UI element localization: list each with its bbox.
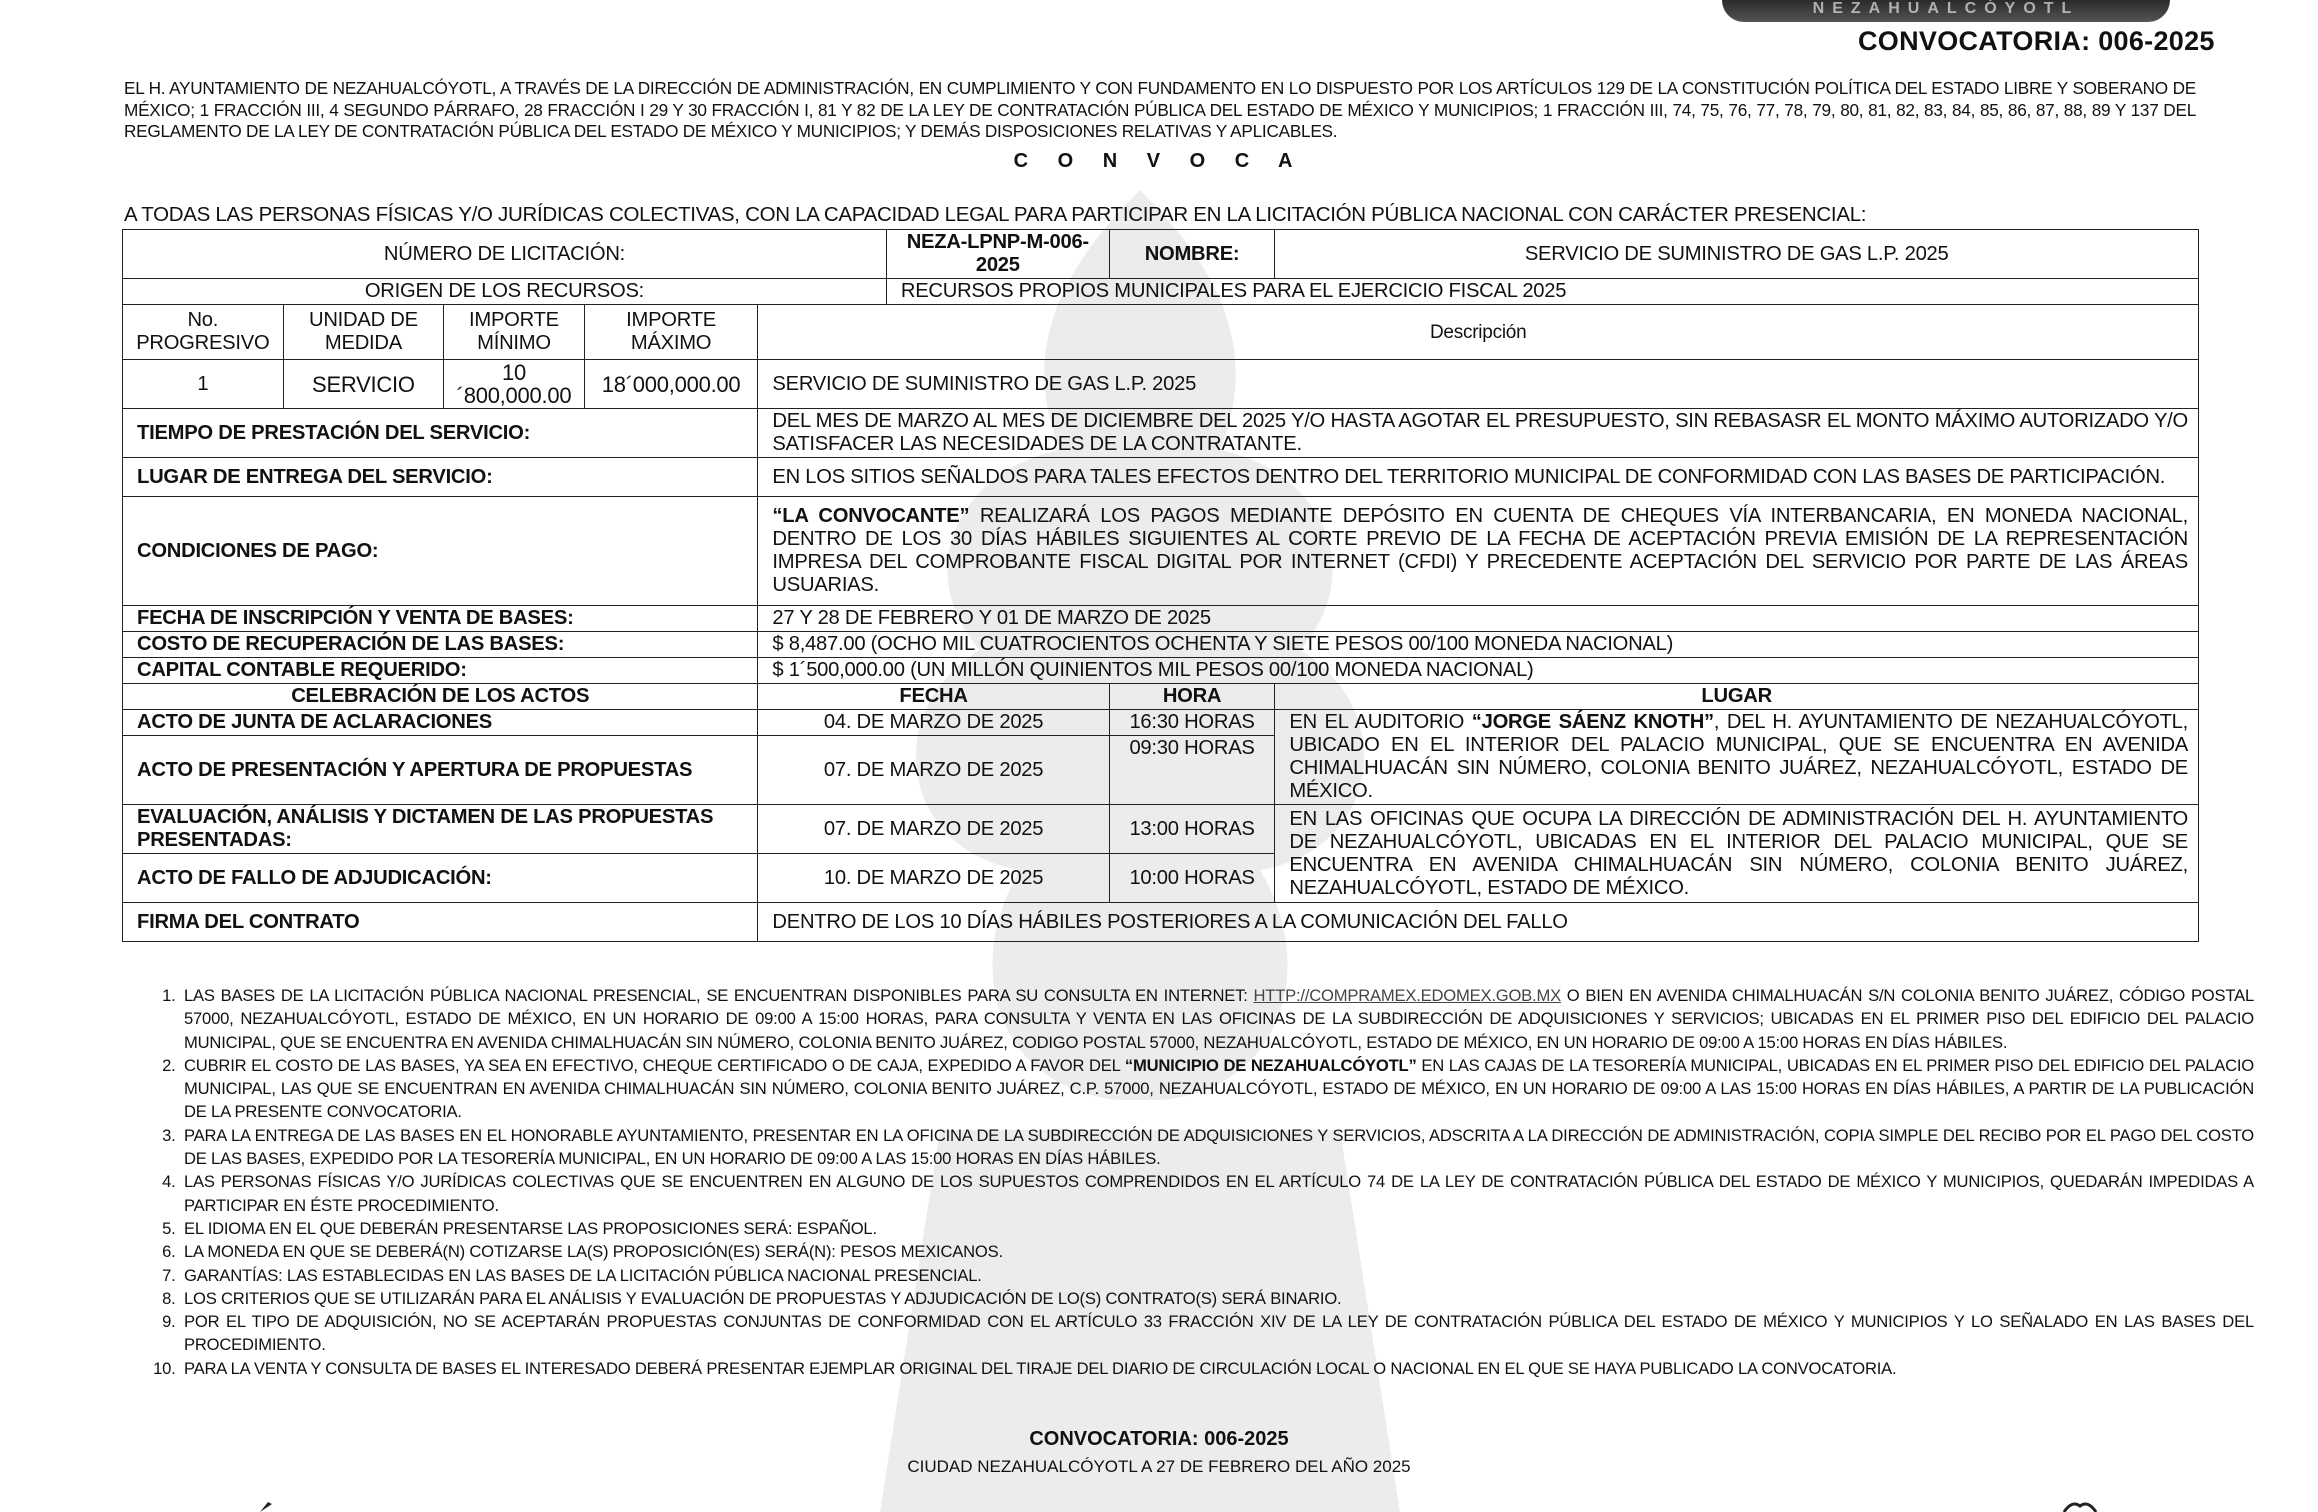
fecha-header: FECHA xyxy=(758,684,1109,710)
list-item xyxy=(180,984,2254,1054)
actos-header: CELEBRACIÓN DE LOS ACTOS xyxy=(123,684,758,710)
pago-text: REALIZARÁ LOS PAGOS MEDIANTE DEPÓSITO EN CUENTA DE CHEQUES VÍA INTERBANCARIA, EN MONEDA NACIONAL, DENTRO DE LOS 30 DÍAS HÁBILES SIGUIENTES AL CORTE PREVIO DE LA FECHA DE ACEPTACIÓN PREVIA EMISIÓN DE LA REPRESENTACIÓN IMPRESA DEL COMPROBANTE FISCAL DIGITAL POR INTERNET (CFDI) Y PRECEDENTE ACEPTACIÓN DEL SERVICIO POR PARTE DE LAS ÁREAS USUARIAS. xyxy=(772,505,2188,596)
footer-city-date: CIUDAD NEZAHUALCÓYOTL A 27 DE FEBRERO DEL AÑO 2025 xyxy=(907,1457,1411,1476)
table-row xyxy=(123,805,2199,854)
col-header-desc: Descripción xyxy=(758,305,2199,360)
firma-value: DENTRO DE LOS 10 DÍAS HÁBILES POSTERIORES A LA COMUNICACIÓN DEL FALLO xyxy=(758,903,2199,942)
row-min: 10´800,000.00 xyxy=(444,360,585,409)
list-item: 7. GARANTÍAS: LAS ESTABLECIDAS EN LAS BASES DE LA LICITACIÓN PÚBLICA NACIONAL PRESENCIAL. xyxy=(180,1264,2254,1287)
acto-presentacion-hora: 09:30 HORAS xyxy=(1109,736,1275,805)
pago-bold: “LA CONVOCANTE” xyxy=(772,505,970,527)
col-header-no: No. PROGRESIVO xyxy=(123,305,284,360)
table-row xyxy=(123,279,2199,305)
acto-evaluacion-fecha: 07. DE MARZO DE 2025 xyxy=(758,805,1109,854)
notes-list xyxy=(124,984,2254,1380)
origen-label: ORIGEN DE LOS RECURSOS: xyxy=(123,279,887,305)
tiempo-value: DEL MES DE MARZO AL MES DE DICIEMBRE DEL 2025 Y/O HASTA AGOTAR EL PRESUPUESTO, SIN REBASASR EL MONTO MÁXIMO AUTORIZADO Y/O SATISFACER LAS NECESIDADES DE LA CONTRATANTE. xyxy=(758,409,2199,458)
acto-fallo-hora: 10:00 HORAS xyxy=(1109,854,1275,903)
table-row xyxy=(123,305,2199,360)
col-header-max: IMPORTE MÁXIMO xyxy=(584,305,758,360)
costo-label: COSTO DE RECUPERACIÓN DE LAS BASES: xyxy=(123,632,758,658)
list-item: 5. EL IDIOMA EN EL QUE DEBERÁN PRESENTARSE LAS PROPOSICIONES SERÁ: ESPAÑOL. xyxy=(180,1217,2254,1240)
lugar-auditorio-post: , DEL H. AYUNTAMIENTO DE NEZAHUALCÓYOTL, UBICADO EN EL INTERIOR DEL PALACIO MUNICIPAL, QUE SE ENCUENTRA EN AVENIDA CHIMALHUACÁN SIN NÚMERO, COLONIA BENITO JUÁREZ, NEZAHUALCÓYOTL, ESTADO DE MÉXICO. xyxy=(1289,711,2188,802)
lugar-auditorio-name: “JORGE SÁENZ KNOTH” xyxy=(1471,711,1714,733)
note-1-text: LAS BASES DE LA LICITACIÓN PÚBLICA NACIONAL PRESENCIAL, SE ENCUENTRAN DISPONIBLES PARA SU CONSULTA EN INTERNET: xyxy=(184,986,1254,1005)
row-desc: SERVICIO DE SUMINISTRO DE GAS L.P. 2025 xyxy=(758,360,2199,409)
note-2-text: CUBRIR EL COSTO DE LAS BASES, YA SEA EN EFECTIVO, CHEQUE CERTIFICADO O DE CAJA, EXPEDIDO A FAVOR DEL xyxy=(184,1055,1125,1075)
table-row xyxy=(123,632,2199,658)
list-item: 4. LAS PERSONAS FÍSICAS Y/O JURÍDICAS COLECTIVAS QUE SE ENCUENTREN EN ALGUNO DE LOS SUPUESTOS COMPRENDIDOS EN EL ARTÍCULO 74 DE LA LEY DE CONTRATACIÓN PÚBLICA DEL ESTADO DE MÉXICO Y MUNICIPIOS, QUEDARÁN IMPEDIDAS A PARTICIPAR EN ÉSTE PROCEDIMIENTO. xyxy=(180,1170,2254,1217)
capital-value: $ 1´500,000.00 (UN MILLÓN QUINIENTOS MIL PESOS 00/100 MONEDA NACIONAL) xyxy=(758,658,2199,684)
table-row xyxy=(123,458,2199,497)
list-item: 6. LA MONEDA EN QUE SE DEBERÁ(N) COTIZARSE LA(S) PROPOSICIÓN(ES) SERÁ(N): PESOS MEXICANOS. xyxy=(180,1240,2254,1263)
tiempo-label: TIEMPO DE PRESTACIÓN DEL SERVICIO: xyxy=(123,409,758,458)
numero-label: NÚMERO DE LICITACIÓN: xyxy=(123,230,887,279)
col-header-min: IMPORTE MÍNIMO xyxy=(444,305,585,360)
acto-junta-hora: 16:30 HORAS xyxy=(1109,710,1275,736)
list-item: 3. PARA LA ENTREGA DE LAS BASES EN EL HONORABLE AYUNTAMIENTO, PRESENTAR EN LA OFICINA DE LA SUBDIRECCIÓN DE ADQUISICIONES Y SERVICIOS, ADSCRITA A LA DIRECCIÓN DE ADMINISTRACIÓN, COPIA SIMPLE DEL RECIBO POR EL PAGO DEL COSTO DE LAS BASES, EXPEDIDO POR LA TESORERÍA MUNICIPAL, EN UN HORARIO DE 09:00 A LAS 15:00 HORAS EN DÍAS HÁBILES. xyxy=(180,1124,2254,1171)
row-no: 1 xyxy=(123,360,284,409)
pago-label: CONDICIONES DE PAGO: xyxy=(123,497,758,606)
acto-presentacion: ACTO DE PRESENTACIÓN Y APERTURA DE PROPUESTAS xyxy=(123,736,758,805)
invitation-text: A TODAS LAS PERSONAS FÍSICAS Y/O JURÍDICAS COLECTIVAS, CON LA CAPACIDAD LEGAL PARA PARTICIPAR EN LA LICITACIÓN PÚBLICA NACIONAL CON CARÁCTER PRESENCIAL: xyxy=(124,203,1867,226)
table-row xyxy=(123,497,2199,606)
table-row xyxy=(123,903,2199,942)
acto-junta-fecha: 04. DE MARZO DE 2025 xyxy=(758,710,1109,736)
convocatoria-number: CONVOCATORIA: 006-2025 xyxy=(1858,26,2215,56)
lugar-entrega-value: EN LOS SITIOS SEÑALDOS PARA TALES EFECTOS DENTRO DEL TERRITORIO MUNICIPAL DE CONFORMIDAD CON LAS BASES DE PARTICIPACIÓN. xyxy=(758,458,2199,497)
decorative-mark-icon xyxy=(2062,1500,2098,1512)
list-item: 10. PARA LA VENTA Y CONSULTA DE BASES EL INTERESADO DEBERÁ PRESENTAR EJEMPLAR ORIGINAL DEL TIRAJE DEL DIARIO DE CIRCULACIÓN LOCAL O NACIONAL EN EL QUE SE HAYA PUBLICADO LA CONVOCATORIA. xyxy=(180,1357,2254,1380)
table-row xyxy=(123,409,2199,458)
table-row xyxy=(123,658,2199,684)
firma-label: FIRMA DEL CONTRATO xyxy=(123,903,758,942)
table-row xyxy=(123,606,2199,632)
acto-evaluacion-hora: 13:00 HORAS xyxy=(1109,805,1275,854)
list-item: 9. POR EL TIPO DE ADQUISICIÓN, NO SE ACEPTARÁN PROPUESTAS CONJUNTAS DE CONFORMIDAD CON EL ARTÍCULO 33 FRACCIÓN XIV DE LA LEY DE CONTRATACIÓN PÚBLICA DEL ESTADO DE MÉXICO Y MUNICIPIOS Y LO SEÑALADO EN LAS BASES DEL PROCEDIMIENTO. xyxy=(180,1310,2254,1357)
compramex-link[interactable]: HTTP://COMPRAMEX.EDOMEX.GOB.MX xyxy=(1253,986,1561,1005)
table-row xyxy=(123,710,2199,736)
inscripcion-value: 27 Y 28 DE FEBRERO Y 01 DE MARZO DE 2025 xyxy=(758,606,2199,632)
tender-table xyxy=(122,229,2199,942)
list-item xyxy=(180,1054,2254,1124)
acto-evaluacion: EVALUACIÓN, ANÁLISIS Y DICTAMEN DE LAS PROPUESTAS PRESENTADAS: xyxy=(123,805,758,854)
inscripcion-label: FECHA DE INSCRIPCIÓN Y VENTA DE BASES: xyxy=(123,606,758,632)
nombre-value: SERVICIO DE SUMINISTRO DE GAS L.P. 2025 xyxy=(1275,230,2199,279)
note-1-text-cont: O BIEN EN AVENIDA CHIMALHUACÁN S/N COLONIA BENITO JUÁREZ, CÓDIGO POSTAL 57000, NEZAHUALCÓYOTL, ESTADO DE MÉXICO, EN UN HORARIO DE 09:00 A 15:00 HORAS, PARA CONSULTA Y VENTA EN LAS OFICINAS DE LA SUBDIRECCIÓN DE ADQUISICIONES Y SERVICIOS; UBICADAS EN EL PRIMER PISO DEL EDIFICIO DEL PALACIO MUNICIPAL, QUE SE ENCUENTRA EN AVENIDA CHIMALHUACÁN SIN NÚMERO, COLONIA BENITO JUÁREZ, CODIGO POSTAL 57000, NEZAHUALCÓYOTL, ESTADO DE MÉXICO, EN UN HORARIO DE 09:00 A 15:00 HORAS EN DÍAS HÁBILES. xyxy=(184,986,2254,1052)
table-row xyxy=(123,230,2199,279)
lugar-auditorio xyxy=(1275,710,2199,805)
origen-value: RECURSOS PROPIOS MUNICIPALES PARA EL EJERCICIO FISCAL 2025 xyxy=(886,279,2198,305)
lugar-header: LUGAR xyxy=(1275,684,2199,710)
hora-header: HORA xyxy=(1109,684,1275,710)
table-row xyxy=(123,360,2199,409)
numero-value: NEZA-LPNP-M-006-2025 xyxy=(886,230,1109,279)
note-2-text-cont: EN LAS CAJAS DE LA TESORERÍA MUNICIPAL, UBICADAS EN EL PRIMER PISO DEL EDIFICIO DEL PALACIO MUNICIPAL, LAS QUE SE ENCUENTRAN EN AVENIDA CHIMALHUACÁN SIN NÚMERO, COLONIA BENITO JUÁREZ, C.P. 57000, NEZAHUALCÓYOTL, ESTADO DE MÉXICO, EN UN HORARIO DE 09:00 A LAS 15:00 HORAS EN DÍAS HÁBILES, A PARTIR DE LA PUBLICACIÓN DE LA PRESENTE CONVOCATORIA. xyxy=(184,1055,2254,1122)
list-item: 8. LOS CRITERIOS QUE SE UTILIZARÁN PARA EL ANÁLISIS Y EVALUACIÓN DE PROPUESTAS Y ADJUDICACIÓN DE LO(S) CONTRATO(S) SERÁ BINARIO. xyxy=(180,1287,2254,1310)
nombre-label: NOMBRE: xyxy=(1109,230,1275,279)
convoca-heading: C O N V O C A xyxy=(1013,150,1305,172)
acto-junta: ACTO DE JUNTA DE ACLARACIONES xyxy=(123,710,758,736)
lugar-entrega-label: LUGAR DE ENTREGA DEL SERVICIO: xyxy=(123,458,758,497)
capital-label: CAPITAL CONTABLE REQUERIDO: xyxy=(123,658,758,684)
note-2-bold: “MUNICIPIO DE NEZAHUALCÓYOTL” xyxy=(1124,1055,1417,1075)
preamble-text: EL H. AYUNTAMIENTO DE NEZAHUALCÓYOTL, A TRAVÉS DE LA DIRECCIÓN DE ADMINISTRACIÓN, EN CUMPLIMIENTO Y CON FUNDAMENTO EN LO DISPUESTO POR LOS ARTÍCULOS 129 DE LA CONSTITUCIÓN POLÍTICA DEL ESTADO LIBRE Y SOBERANO DE MÉXICO; 1 FRACCIÓN III, 4 SEGUNDO PÁRRAFO, 28 FRACCIÓN I 29 Y 30 FRACCIÓN I, 81 Y 82 DE LA LEY DE CONTRATACIÓN PÚBLICA DEL ESTADO DE MÉXICO Y MUNICIPIOS; 1 FRACCIÓN III, 74, 75, 76, 77, 78, 79, 80, 81, 82, 83, 84, 85, 86, 87, 88, 89 Y 137 DEL REGLAMENTO DE LA LEY DE CONTRATACIÓN PÚBLICA DEL ESTADO DE MÉXICO Y MUNICIPIOS; Y DEMÁS DISPOSICIONES RELATIVAS Y APLICABLES. xyxy=(124,78,2196,141)
pago-value xyxy=(758,497,2199,606)
lugar-auditorio-pre: EN EL AUDITORIO xyxy=(1289,711,1472,733)
table-row xyxy=(123,684,2199,710)
header-logo: NEZAHUALCÓYOTL xyxy=(1722,0,2170,22)
acto-fallo-fecha: 10. DE MARZO DE 2025 xyxy=(758,854,1109,903)
footer-convocatoria: CONVOCATORIA: 006-2025 xyxy=(1029,1428,1289,1450)
decorative-mark-icon xyxy=(258,1500,278,1512)
row-unidad: SERVICIO xyxy=(283,360,444,409)
lugar-oficinas: EN LAS OFICINAS QUE OCUPA LA DIRECCIÓN DE ADMINISTRACIÓN DEL H. AYUNTAMIENTO DE NEZAHUALCÓYOTL, UBICADAS EN EL INTERIOR DEL PALACIO MUNICIPAL, QUE SE ENCUENTRA EN AVENIDA CHIMALHUACÁN SIN NÚMERO, COLONIA BENITO JUÁREZ, NEZAHUALCÓYOTL, ESTADO DE MÉXICO. xyxy=(1275,805,2199,903)
costo-value: $ 8,487.00 (OCHO MIL CUATROCIENTOS OCHENTA Y SIETE PESOS 00/100 MONEDA NACIONAL) xyxy=(758,632,2199,658)
row-max: 18´000,000.00 xyxy=(584,360,758,409)
acto-presentacion-fecha: 07. DE MARZO DE 2025 xyxy=(758,736,1109,805)
acto-fallo: ACTO DE FALLO DE ADJUDICACIÓN: xyxy=(123,854,758,903)
col-header-unidad: UNIDAD DE MEDIDA xyxy=(283,305,444,360)
